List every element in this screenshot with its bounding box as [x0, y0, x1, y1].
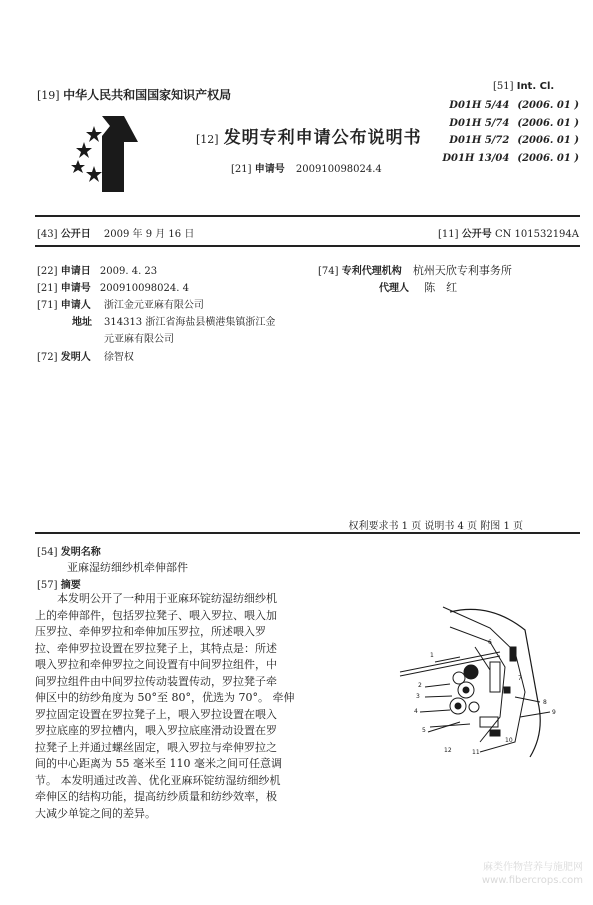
- office-name: 中华人民共和国国家知识产权局: [63, 88, 232, 102]
- header-app-no-label: 申请号: [254, 164, 285, 175]
- application-number: [37, 279, 189, 294]
- figure-label: 3: [416, 693, 420, 700]
- abstract-text: [35, 591, 327, 822]
- ipc-label: Int. Cl.: [516, 81, 555, 92]
- invention-title: 亚麻湿纺细纱机牵伸部件: [67, 561, 188, 574]
- ipc-year: (2006. 01 ): [517, 117, 579, 129]
- ipc-entry: [442, 150, 579, 168]
- office-code: [19]: [37, 89, 60, 102]
- agency: [318, 262, 512, 278]
- application-number-value: 200910098024. 4: [99, 283, 189, 294]
- abstract-line: 上的牵伸部件，包括罗拉凳子、喂入罗拉、喂入加: [35, 608, 277, 622]
- application-number-label: 申请号: [60, 283, 91, 294]
- divider-second: [35, 245, 580, 247]
- pub-date-value: 2009 年 9 月 16 日: [103, 229, 195, 240]
- filing-date-value: 2009. 4. 23: [99, 266, 158, 277]
- figure-label: 5: [422, 727, 426, 734]
- abstract-line: 大减少单锭之间的差异。: [35, 806, 156, 820]
- ipc-code: [51]: [493, 81, 514, 92]
- divider-bottom: [35, 532, 580, 534]
- pub-date-label: 公开日: [60, 229, 91, 240]
- page-counts: 权利要求书 1 页 说明书 4 页 附图 1 页: [348, 521, 523, 532]
- inventor: [37, 348, 134, 363]
- applicant-label: 申请人: [60, 300, 91, 311]
- ipc-class: D01H 5/44: [449, 100, 510, 111]
- pub-no-value: CN 101532194A: [494, 229, 579, 240]
- ipc-entry: [442, 115, 579, 133]
- figure-label: 10: [505, 737, 513, 744]
- applicant-code: [71]: [37, 300, 58, 311]
- applicant-value: 浙江金元亚麻有限公司: [103, 300, 204, 311]
- ipc-class: D01H 5/74: [449, 117, 510, 129]
- ipc-entry: [442, 132, 579, 150]
- ipc-class: D01H 5/72: [449, 135, 510, 146]
- agency-code: [74]: [318, 266, 339, 277]
- abstract-line: 牵伸区的结构功能，提高纺纱质量和纺纱效率，极: [35, 790, 277, 803]
- abstract-line: 罗拉固定设置在罗拉凳子上，喂入罗拉设置在喂入: [35, 707, 277, 721]
- ipc-year: (2006. 01 ): [517, 152, 579, 164]
- ipc-class: D01H 13/04: [442, 152, 510, 164]
- ipc-year: (2006. 01 ): [517, 100, 579, 111]
- abstract-line: 拉凳子上并通过螺丝固定，喂入罗拉与牵伸罗拉之: [35, 740, 277, 754]
- filing-date-label: 申请日: [60, 266, 91, 277]
- application-number-code: [21]: [37, 283, 58, 294]
- drafting-figure: [340, 592, 580, 762]
- figure-label: 2: [418, 682, 422, 689]
- abstract-code: [57]: [37, 580, 58, 591]
- filing-date-code: [22]: [37, 266, 58, 277]
- title-section-code: [54]: [37, 547, 58, 558]
- abstract-line: 间的中心距离为 55 毫米至 110 毫米之间可任意调: [35, 757, 282, 770]
- inventor-value: 徐智权: [103, 352, 134, 363]
- site-watermark: [482, 861, 583, 887]
- abstract-header: [37, 576, 81, 591]
- doc-type-title: 发明专利申请公布说明书: [223, 128, 422, 148]
- agency-value: 杭州天欣专利事务所: [412, 264, 512, 277]
- abstract-label: 摘要: [60, 580, 81, 591]
- address-label: [72, 313, 92, 328]
- doc-type-line: [196, 123, 422, 148]
- ipc-header: [493, 81, 554, 92]
- figure-label: 1: [430, 652, 434, 659]
- inventor-label: 发明人: [60, 352, 91, 363]
- agency-label: 专利代理机构: [341, 266, 402, 277]
- agent: [379, 279, 457, 295]
- ipc-year: (2006. 01 ): [517, 135, 579, 146]
- figure-label: 9: [552, 709, 556, 716]
- watermark-line-1: 麻类作物营养与施肥网: [483, 862, 583, 873]
- agent-label: 代理人: [379, 283, 409, 294]
- applicant: [37, 296, 204, 311]
- figure-label: 8: [543, 699, 547, 706]
- address-line-2: 元亚麻有限公司: [104, 334, 174, 345]
- abstract-line: 伸区中的纺纱角度为 50°至 80°，优选为 70°。 牵伸: [35, 691, 295, 704]
- pub-no-label: 公开号: [461, 229, 492, 240]
- figure-label: 6: [488, 639, 492, 646]
- pub-date-code: [43]: [37, 229, 58, 240]
- abstract-line: 喂入罗拉和牵伸罗拉之间设置有中间罗拉组件，中: [35, 658, 277, 671]
- abstract-line: 节。 本发明通过改善、优化亚麻环锭纺湿纺细纱机: [35, 773, 281, 787]
- abstract-line: 本发明公开了一种用于亚麻环锭纺湿纺细纱机: [35, 592, 277, 605]
- figure-label: 7: [518, 675, 522, 682]
- pub-date: [37, 225, 194, 240]
- abstract-line: 压罗拉、牵伸罗拉和牵伸加压罗拉，所述喂入罗: [35, 625, 266, 638]
- abstract-line: 间罗拉组件由中间罗拉传动装置传动，罗拉凳子牵: [35, 674, 277, 688]
- figure-label: 12: [444, 747, 452, 754]
- watermark-line-2: www.fibercrops.com: [481, 875, 583, 886]
- address-line-1: 314313 浙江省海盐县横港集镇浙江金: [104, 317, 276, 328]
- sipo-emblem-icon: [66, 112, 146, 194]
- header-app-no-code: [21]: [231, 164, 252, 175]
- abstract-line: 罗拉底座的罗拉槽内，喂入罗拉底座滑动设置在罗: [35, 724, 277, 737]
- pub-no-code: [11]: [438, 229, 459, 240]
- doc-type-code: [12]: [196, 133, 219, 146]
- filing-date: [37, 262, 157, 277]
- ipc-list: [442, 97, 579, 167]
- figure-label: 4: [414, 708, 418, 715]
- header-app-no-value: 200910098024.4: [295, 164, 382, 175]
- figure-label: 11: [472, 749, 480, 756]
- title-section-label: 发明名称: [60, 547, 101, 558]
- header-app-no: [231, 160, 382, 175]
- ipc-entry: [442, 97, 579, 115]
- pub-no: [438, 225, 579, 240]
- inventor-code: [72]: [37, 352, 58, 363]
- title-section-header: [37, 543, 101, 558]
- office-line: [37, 86, 231, 103]
- agent-value: 陈 红: [424, 281, 458, 294]
- abstract-line: 拉、牵伸罗拉设置在罗拉凳子上，其特点是：所述: [35, 641, 277, 655]
- address-label-text: 地址: [72, 317, 92, 328]
- divider-top: [35, 215, 580, 217]
